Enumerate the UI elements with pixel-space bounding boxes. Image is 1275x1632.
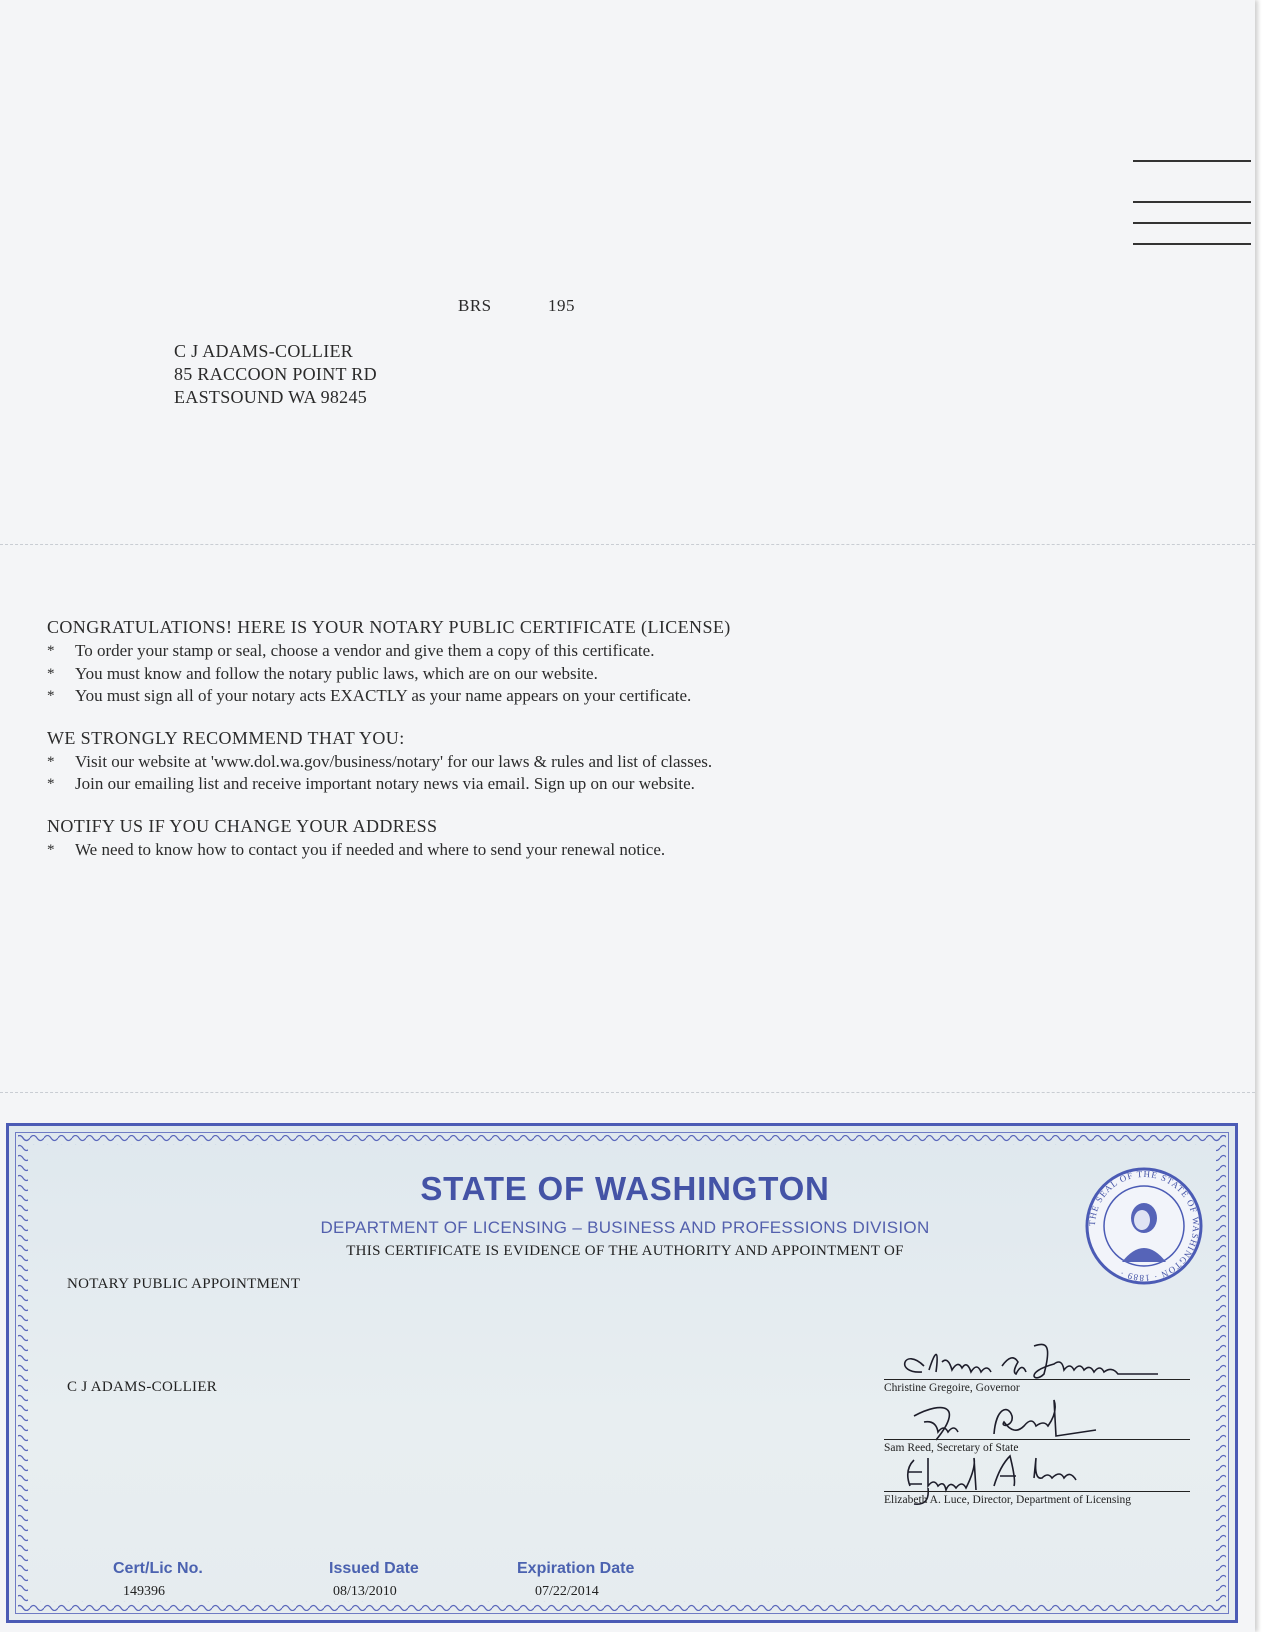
list-item: * Visit our website at 'www.dol.wa.gov/business/notary' for our laws & rules and list of classes. <box>47 751 795 774</box>
list-item: * We need to know how to contact you if needed and where to send your renewal notice. <box>47 839 795 862</box>
address-line: C J ADAMS-COLLIER <box>174 341 354 361</box>
list-item: * You must sign all of your notary acts EXACTLY as your name appears on your certificate. <box>47 685 795 708</box>
cert-number-field <box>113 1560 203 1600</box>
signature-caption: Sam Reed, Secretary of State <box>884 1442 1019 1454</box>
bullet-list <box>47 839 867 862</box>
department-name: DEPARTMENT OF LICENSING – BUSINESS AND PROFESSIONS DIVISION <box>320 1218 930 1237</box>
signature-image <box>884 1336 1190 1384</box>
certificate-title: STATE OF WASHINGTON <box>420 1170 830 1207</box>
svg-text:THE SEAL OF THE STATE OF WASHI: THE SEAL OF THE STATE OF WASHINGTON · 1889 · <box>1086 1168 1202 1284</box>
evidence-statement: THIS CERTIFICATE IS EVIDENCE OF THE AUTHORITY AND APPOINTMENT OF <box>346 1243 904 1259</box>
signature-image <box>884 1396 1190 1444</box>
field-value: 07/22/2014 <box>535 1584 599 1599</box>
section-heading: NOTIFY US IF YOU CHANGE YOUR ADDRESS <box>47 815 438 836</box>
brs-number: 195 <box>548 296 575 315</box>
bullet-list <box>47 640 867 708</box>
holder-name: C J ADAMS-COLLIER <box>67 1379 218 1395</box>
list-item: * You must know and follow the notary public laws, which are on our website. <box>47 663 795 686</box>
list-item: * Join our emailing list and receive important notary news via email. Sign up on our website. <box>47 773 795 796</box>
field-value: 08/13/2010 <box>333 1584 397 1599</box>
section-heading: WE STRONGLY RECOMMEND THAT YOU: <box>47 727 405 748</box>
list-item: * To order your stamp or seal, choose a vendor and give them a copy of this certificate. <box>47 640 795 663</box>
field-label: Cert/Lic No. <box>113 1560 203 1577</box>
brs-code: BRS <box>458 296 492 315</box>
perforation-line <box>0 544 1255 545</box>
field-label: Issued Date <box>329 1560 419 1577</box>
perforation-line <box>0 1092 1255 1093</box>
section-heading: CONGRATULATIONS! HERE IS YOUR NOTARY PUBLIC CERTIFICATE (LICENSE) <box>47 617 731 637</box>
signature-caption: Christine Gregoire, Governor <box>884 1382 1020 1394</box>
address-line: EASTSOUND WA 98245 <box>174 387 368 407</box>
brs-code-line <box>458 296 575 316</box>
address-line: 85 RACCOON POINT RD <box>174 364 377 384</box>
appointment-type: NOTARY PUBLIC APPOINTMENT <box>67 1276 301 1292</box>
notice-text <box>47 617 867 881</box>
field-label: Expiration Date <box>517 1560 635 1577</box>
field-value: 149396 <box>123 1584 165 1599</box>
issued-date-field <box>329 1560 419 1600</box>
state-seal-icon <box>1084 1166 1204 1286</box>
notary-certificate <box>6 1123 1238 1623</box>
mailing-address <box>174 340 377 409</box>
bullet-list <box>47 751 867 796</box>
signature-caption: Elizabeth A. Luce, Director, Department of Licensing <box>884 1494 1132 1506</box>
expiration-date-field <box>517 1560 634 1600</box>
